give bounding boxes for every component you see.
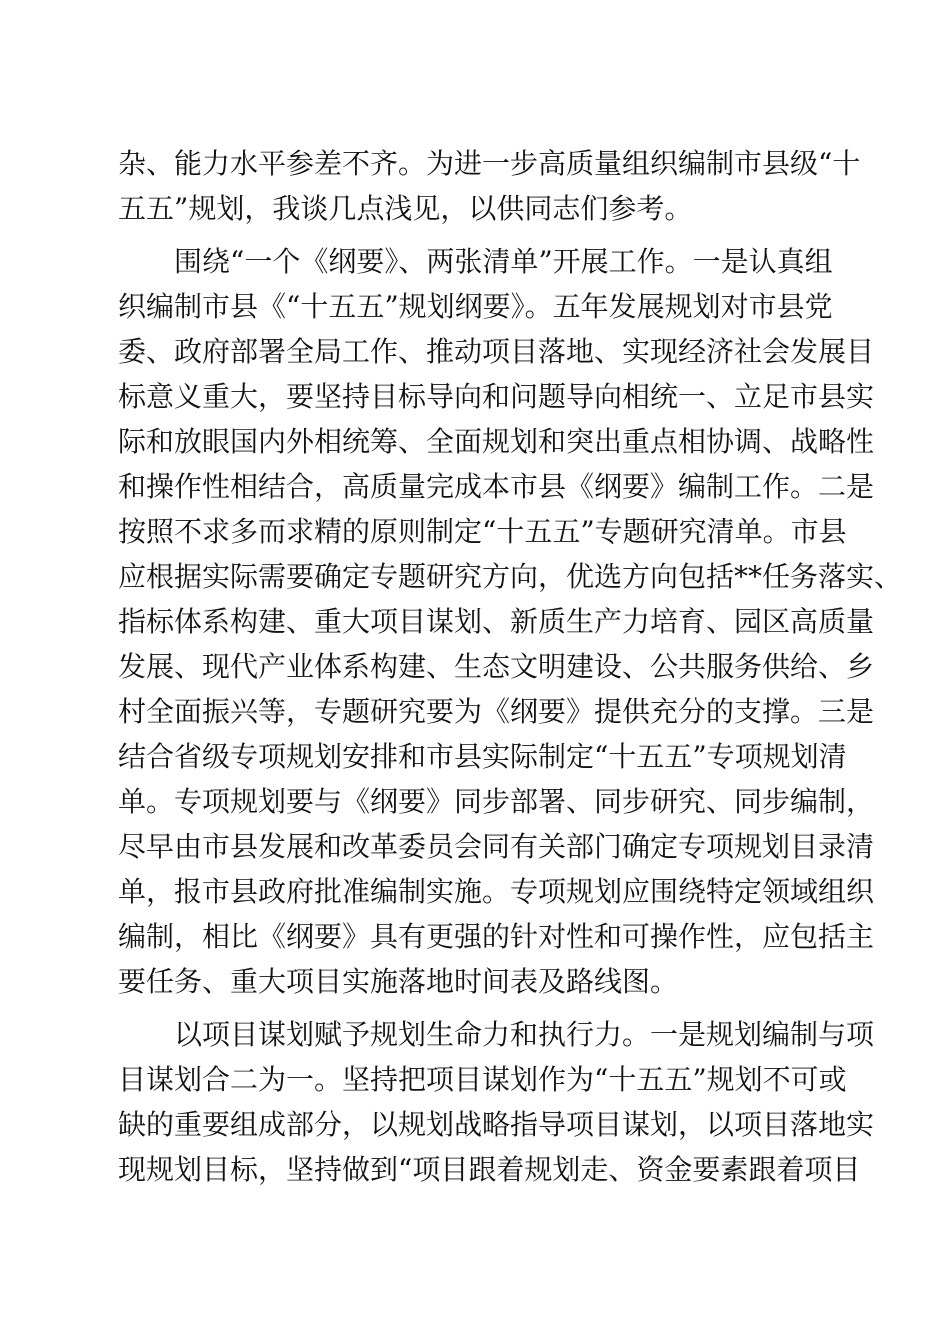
text-line: 委、政府部署全局工作、推动项目落地、实现经济社会发展目 [118,335,875,368]
text-line: 单。专项规划要与《纲要》同步部署、同步研究、同步编制， [118,785,875,818]
text-line: 结合省级专项规划安排和市县实际制定“十五五”专项规划清 [118,740,847,773]
text-line: 现规划目标，坚持做到“项目跟着规划走、资金要素跟着项目 [118,1153,861,1186]
text-line: 单，报市县政府批准编制实施。专项规划应围绕特定领域组织 [118,875,875,908]
text-line: 指标体系构建、重大项目谋划、新质生产力培育、园区高质量 [118,605,875,638]
text-line: 标意义重大，要坚持目标导向和问题导向相统一、立足市县实 [118,380,875,413]
text-line: 村全面振兴等，专题研究要为《纲要》提供充分的支撑。三是 [118,695,875,728]
text-line: 编制，相比《纲要》具有更强的针对性和可操作性，应包括主 [118,920,875,953]
text-line: 要任务、重大项目实施落地时间表及路线图。 [118,965,679,998]
text-line: 五五”规划，我谈几点浅见，以供同志们参考。 [118,192,693,225]
text-line: 织编制市县《“十五五”规划纲要》。五年发展规划对市县党 [118,290,833,323]
paragraph-first-line: 围绕“一个《纲要》、两张清单”开展工作。一是认真组 [174,245,833,278]
text-line: 际和放眼国内外相统筹、全面规划和突出重点相协调、战略性 [118,425,875,458]
text-line: 杂、能力水平参差不齐。为进一步高质量组织编制市县级“十 [118,147,861,180]
text-line: 目谋划合二为一。坚持把项目谋划作为“十五五”规划不可或 [118,1063,847,1096]
text-line: 按照不求多而求精的原则制定“十五五”专题研究清单。市县 [118,515,847,548]
text-line: 应根据实际需要确定专题研究方向，优选方向包括**任务落实、 [118,560,903,593]
text-line: 缺的重要组成部分，以规划战略指导项目谋划，以项目落地实 [118,1108,875,1141]
paragraph-first-line: 以项目谋划赋予规划生命力和执行力。一是规划编制与项 [174,1018,875,1051]
text-line: 和操作性相结合，高质量完成本市县《纲要》编制工作。二是 [118,470,875,503]
text-line: 发展、现代产业体系构建、生态文明建设、公共服务供给、乡 [118,650,875,683]
text-line: 尽早由市县发展和改革委员会同有关部门确定专项规划目录清 [118,830,875,863]
